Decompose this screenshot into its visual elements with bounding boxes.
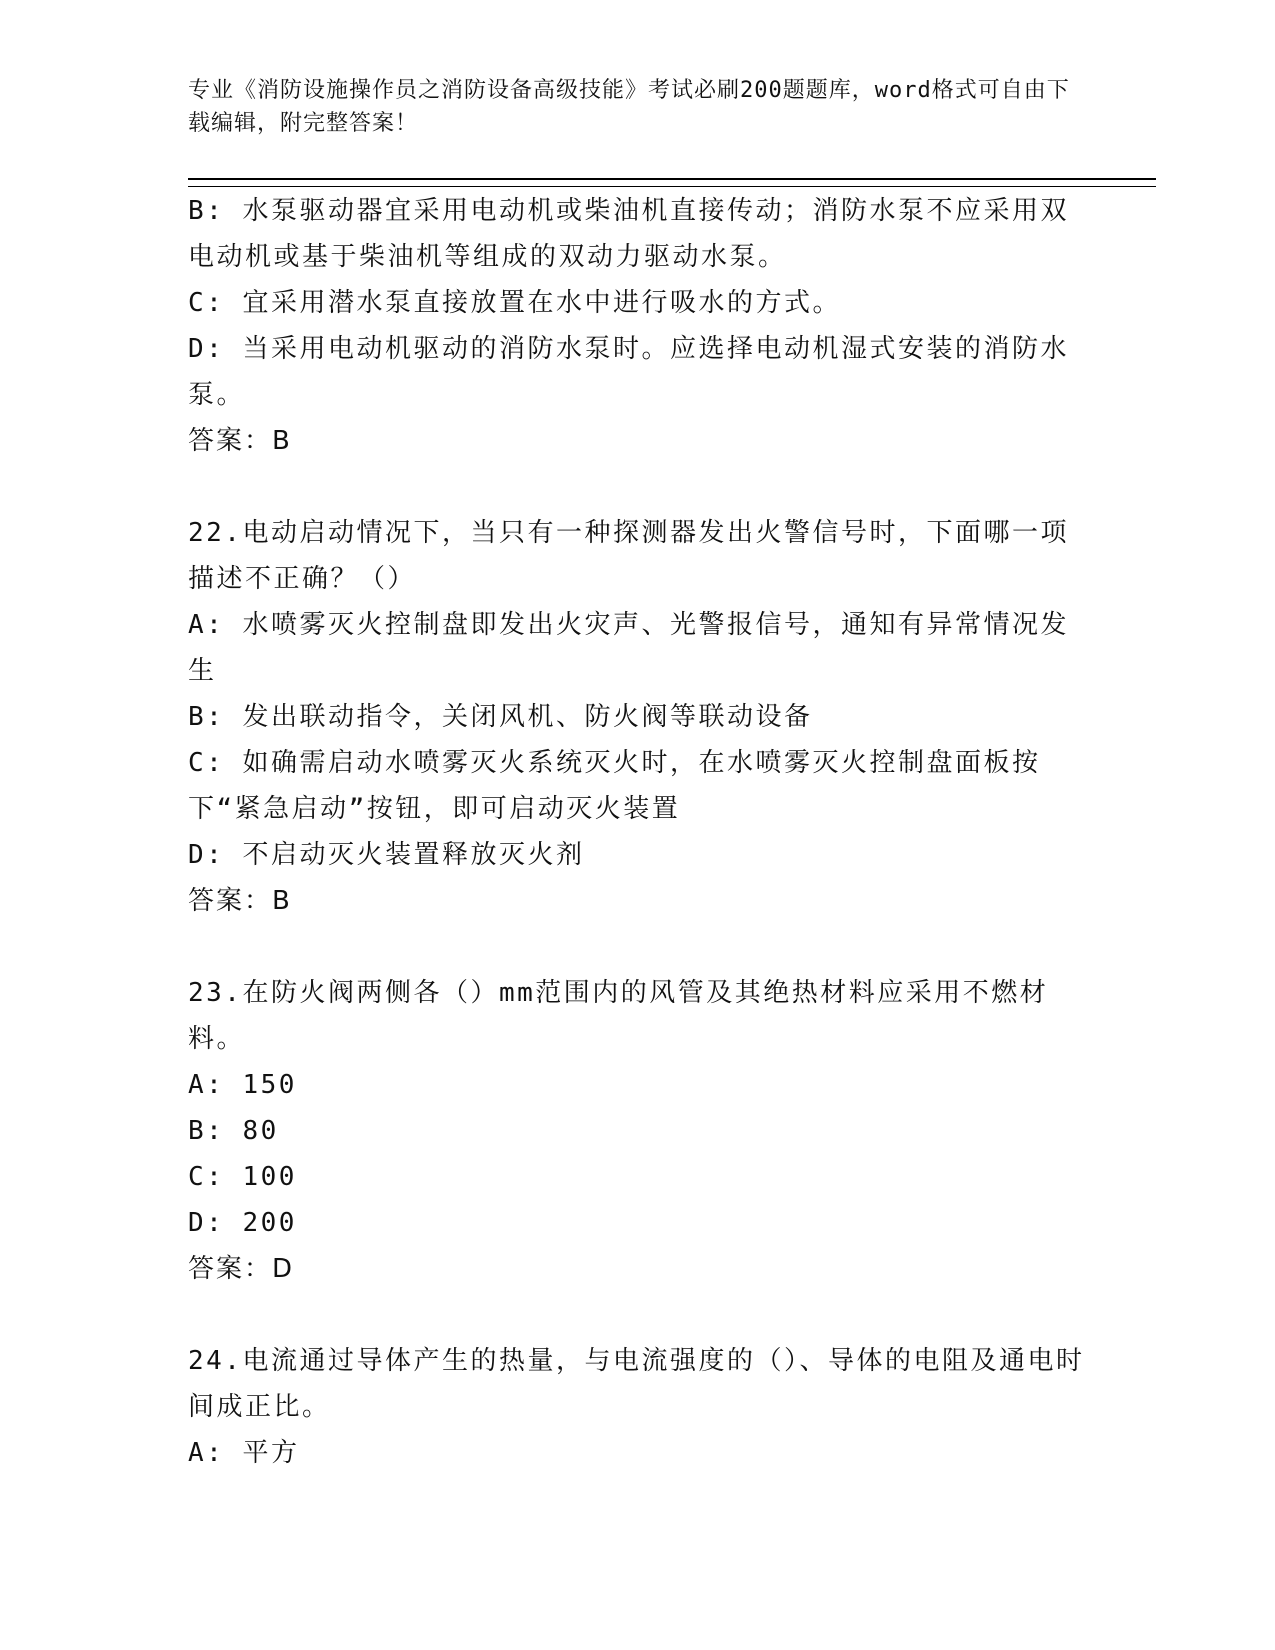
question-stem: 23.在防火阀两侧各（）mm范围内的风管及其绝热材料应采用不燃材料。 (188, 978, 1049, 1054)
option-a: A: 150 (188, 1070, 297, 1100)
question-22 (188, 510, 1088, 924)
option-c: C: 宜采用潜水泵直接放置在水中进行吸水的方式。 (188, 288, 841, 318)
option-d: D: 不启动灭火装置释放灭火剂 (188, 840, 585, 870)
answer: 答案：D (188, 1254, 295, 1284)
spacer (188, 464, 1088, 510)
option-c: C: 如确需启动水喷雾灭火系统灭火时，在水喷雾灭火控制盘面板按下“紧急启动”按钮，即可启动灭火装置 (188, 748, 1041, 824)
answer: 答案：B (188, 886, 292, 916)
previous-question-tail (188, 188, 1088, 464)
option-c: C: 100 (188, 1162, 297, 1192)
question-stem: 24.电流通过导体产生的热量，与电流强度的（）、导体的电阻及通电时间成正比。 (188, 1346, 1085, 1422)
option-a: A: 水喷雾灭火控制盘即发出火灾声、光警报信号，通知有异常情况发生 (188, 610, 1069, 686)
option-d: D: 200 (188, 1208, 297, 1238)
question-23 (188, 970, 1088, 1292)
spacer (188, 1292, 1088, 1338)
option-b: B: 发出联动指令，关闭风机、防火阀等联动设备 (188, 702, 813, 732)
page-header: 专业《消防设施操作员之消防设备高级技能》考试必刷200题题库，word格式可自由下载编辑，附完整答案！ (188, 78, 1070, 136)
spacer (188, 924, 1088, 970)
option-d: D: 当采用电动机驱动的消防水泵时。应选择电动机湿式安装的消防水泵。 (188, 334, 1069, 410)
option-b: B: 水泵驱动器宜采用电动机或柴油机直接传动；消防水泵不应采用双电动机或基于柴油机等组成的双动力驱动水泵。 (188, 196, 1069, 272)
answer: 答案：B (188, 426, 292, 456)
header-divider (188, 178, 1156, 187)
option-a: A: 平方 (188, 1438, 300, 1468)
question-stem: 22.电动启动情况下，当只有一种探测器发出火警信号时，下面哪一项描述不正确？（） (188, 518, 1069, 594)
question-24 (188, 1338, 1088, 1476)
question-list (188, 188, 1088, 1476)
option-b: B: 80 (188, 1116, 279, 1146)
